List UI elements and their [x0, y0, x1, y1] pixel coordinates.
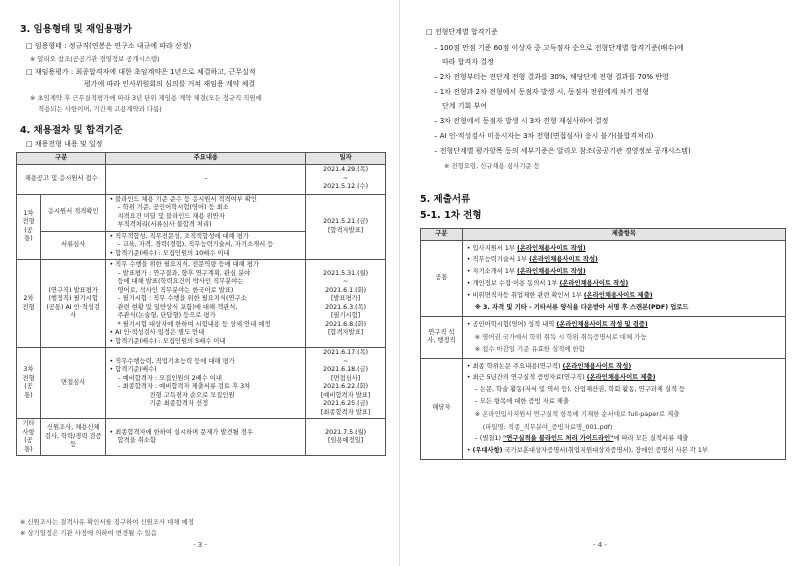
documents-table	[420, 228, 786, 460]
section-5-title: 5. 제출서류	[420, 194, 471, 205]
row-application-content: –	[106, 164, 306, 194]
stage2-date: 2021.5.31.(월) ~ 2021.6.1.(화) [발표평가] 2021.6.3.(목) [필기시험] 2021.6.8.(화) [합격자발표]	[306, 260, 386, 348]
stage-criteria-2: – 2차 전형부터는 전단계 전형 결과를 30%, 해당단계 전형 결과를 70% 반영	[434, 73, 669, 81]
selection-schedule-subtitle: □ 채용전형 내용 및 일정	[26, 140, 103, 148]
stage1-eligibility-cat: 응시원서 적격확인	[40, 194, 106, 231]
page-4	[400, 0, 800, 566]
contract-note-2: 적용되는 사항이며, 기간제 고용계약과 다름)	[38, 105, 162, 113]
row-application-date: 2021.4.29.(목) ~ 2021.5.12.(수)	[306, 164, 386, 194]
th-docs-items: 제출항목	[462, 229, 785, 241]
stage3-date: 2021.6.17.(목) ~ 2021.6.18.(금) [면접심사] 2021.6.22.(화) [예비합격자 발표] 2021.6.25.(금) [최종합격자 발표]	[306, 348, 386, 419]
stage3-group: 3차 전형 (공통)	[17, 348, 41, 419]
contract-note-1: ※ 초임계약 후 근무실적평가에 따라 3년 단위 재임용 계약 체결(모든 정규직 직원에	[30, 94, 262, 102]
footnote-1: ※ 신원조사는 결격사유 확인서를 징구하여 신원조사 대체 예정	[20, 518, 194, 526]
other-content: • 최종합격자에 한하여 실시하며 문제가 발견될 경우 합격을 취소함	[106, 419, 306, 456]
stage-criteria-4: – 3차 전형에서 동점자 발생 시 3차 전형 재심사하여 결정	[434, 117, 609, 125]
stage2-cat: (연구직) 발표평가 (행정직) 필기시험 (공통) AI 인·적성검사	[40, 260, 106, 348]
stage2-group: 2차 전형	[17, 260, 41, 348]
th-date: 일자	[306, 153, 386, 165]
stage2-content: • 직무 수행을 위한 필요지식, 전문역량 등에 대해 평가 – 발표평가 : 연구결과, 향후 연구계획, 관심 분야 등에 대해 발표(학력요건이 박사인 직무분야는 영어로, 석사인 직무분야는 한국어로 발표) – 필기시험 : 직무 수행을 위한 필요지식(연구소 관련 현황 및 일반상식 포함)에 대해 객관식, 주관식(논술형, 단답형) 등으로 평가 * 필기시험 대상자에 한하여 시험내용 등 상세 안내 예정 • AI 인·적성검사 일정은 별도 안내 • 합격기준(배수) : 모집인원의 5배수 이내	[106, 260, 306, 348]
stage-criteria-5: – AI 인·적성검사 미응시자는 3차 전형(면접심사) 응시 불가(불합격처리)	[434, 132, 654, 140]
stage-criteria-note: ※ 전형요령, 신규채용 심사기준 등	[444, 162, 540, 170]
other-group: 기타 사항 (공통)	[17, 419, 41, 456]
footnote-2: ※ 상기일정은 기관 사정에 의하여 변경될 수 있음	[20, 529, 157, 537]
stage1-group: 1차 전형 (공통)	[17, 194, 41, 260]
th-docs-category: 구분	[421, 229, 463, 241]
page-number-3: - 3 -	[193, 540, 207, 549]
research-items: • 공인어학시험(영어) 성적 내역 (온라인채용사이트 작성 및 검증) ※ 영어권 국가에서 학위 취득 시 학위 취득증명서로 대체 가능 ※ 접수 마감일 기준 유효한 성적에 한함	[462, 317, 785, 358]
applicable-group-label: 해당자	[421, 358, 463, 459]
section-4-title: 4. 채용절차 및 합격기준	[20, 125, 123, 136]
section-5-1-title: 5-1. 1차 전형	[420, 210, 482, 221]
alio-note: ※ 알리오 참조(공공기관 경영정보 공개시스템)	[30, 55, 160, 63]
stage-criteria-3a: – 1차 전형과 2차 전형에서 동점자 발생 시, 동점자 전원에게 차기 전형	[434, 88, 649, 96]
common-group-label: 공통	[421, 240, 463, 317]
stage-criteria-title: □ 전형단계별 합격기준	[426, 28, 498, 36]
stage1-date: 2021.5.21.(금) [합격자발표]	[306, 194, 386, 260]
page-number-4: - 4 -	[593, 540, 607, 549]
th-category: 구분	[17, 153, 106, 165]
stage3-content: • 직무수행능력, 직업기초능력 등에 대해 평가 • 합격기준(배수) – 예비합격자 : 모집인원의 2배수 이내 – 최종합격자 : 예비합격자 제출서류 검토 후 3차 전형 고득점자 순으로 모집인원 기준 최종합격자 선정	[106, 348, 306, 419]
stage3-cat: 면접심사	[40, 348, 106, 419]
stage1-eligibility-content: • 블라인드 채용 기준 준수 등 응시원서 적격여부 확인 – 학위 기준, 공인어학시험(영어) 등 최소 지격요건 미달 및 블라인드 채용 위반자 부적격처리(서류심사 불합격 처리)	[106, 194, 306, 231]
selection-schedule-table	[16, 152, 386, 456]
other-date: 2021.7.5.(월) [임용예정일]	[306, 419, 386, 456]
employment-type: □ 임용형태 : 정규직(연봉은 연구소 내규에 따라 산정)	[26, 42, 192, 50]
stage-criteria-3b: 단계 기회 부여	[442, 102, 488, 110]
th-content: 주요내용	[106, 153, 306, 165]
reappointment-line-1: □ 재임용평가 : 최종합격자에 대한 초임계약은 1년으로 체결하고, 근무실적	[26, 68, 256, 76]
stage1-document-content: • 직무적합성, 직무전문성, 조직적합성에 대해 평가 – 교육, 자격, 경력(경험), 직무능력기술서, 자기소개서 등 • 합격기준(배수) : 모집인원의 10배수 이내	[106, 231, 306, 260]
stage1-document-cat: 서류심사	[40, 231, 106, 260]
stage-criteria-1b: 따라 합격자 결정	[442, 58, 494, 66]
stage-criteria-1a: – 100점 만점 기준 60점 이상자 중 고득점자 순으로 전형단계별 합격기준(배수)에	[434, 44, 684, 52]
row-application-cat: 채용공고 및 응시원서 접수	[17, 164, 106, 194]
section-3-title: 3. 임용형태 및 재임용평가	[20, 24, 132, 35]
other-cat: 신원조사, 채용신체검사, 학력/경력 검증 등	[40, 419, 106, 456]
applicable-items: • 최종 학위논문 주요내용(연구직) (온라인채용사이트 작성) • 최근 5년간의 연구실적 증빙자료(연구직) (온라인채용사이트 제출) – 논문, 학술 활동(저서 및 역서 등), 산업재산권, 학회 활동, 연구과제 실적 등 – 모든 항목에 대한 증빙 자료 제출 ※ 온라인입사지원서 연구실적 항목에 기재한 순서대로 full-paper로 제출 (파일명: 직종_직무분야_증빙자료명_001.pdf) – (별첨1) "연구실적을 블라인드 처리 가이드라인"에 따라 모든 실적서류 제출 • (우대사항) 국가보훈대상자증명서(취업지원대상자증명서), 장애인 증명서 사본 각 1부	[462, 358, 785, 459]
common-items: • 입사지원서 1부 (온라인채용사이트 작성) • 직무능력기술서 1부 (온라인채용사이트 작성) • 자기소개서 1부 (온라인채용사이트 작성) • 개인정보 수집·이용 동의서 1부 (온라인채용사이트 작성) • 비위면직자등 취업제한 관련 확인서 1부 (온라인채용사이트 제출) ※ 3. 자격 및 기타 - 기타서류 양식을 다운받아 서명 후 스캔본(PDF) 업로드	[462, 240, 785, 317]
research-group-label: 연구직 석사, 행정직	[421, 317, 463, 358]
reappointment-line-2: 평가에 따라 인사위원회의 심의를 거쳐 재임용 계약 체결	[84, 80, 256, 88]
stage-criteria-6: – 전형단계별 평가항목 등의 세부기준은 알리오 참조(공공기관 경영정보 공개시스템)	[434, 147, 691, 155]
